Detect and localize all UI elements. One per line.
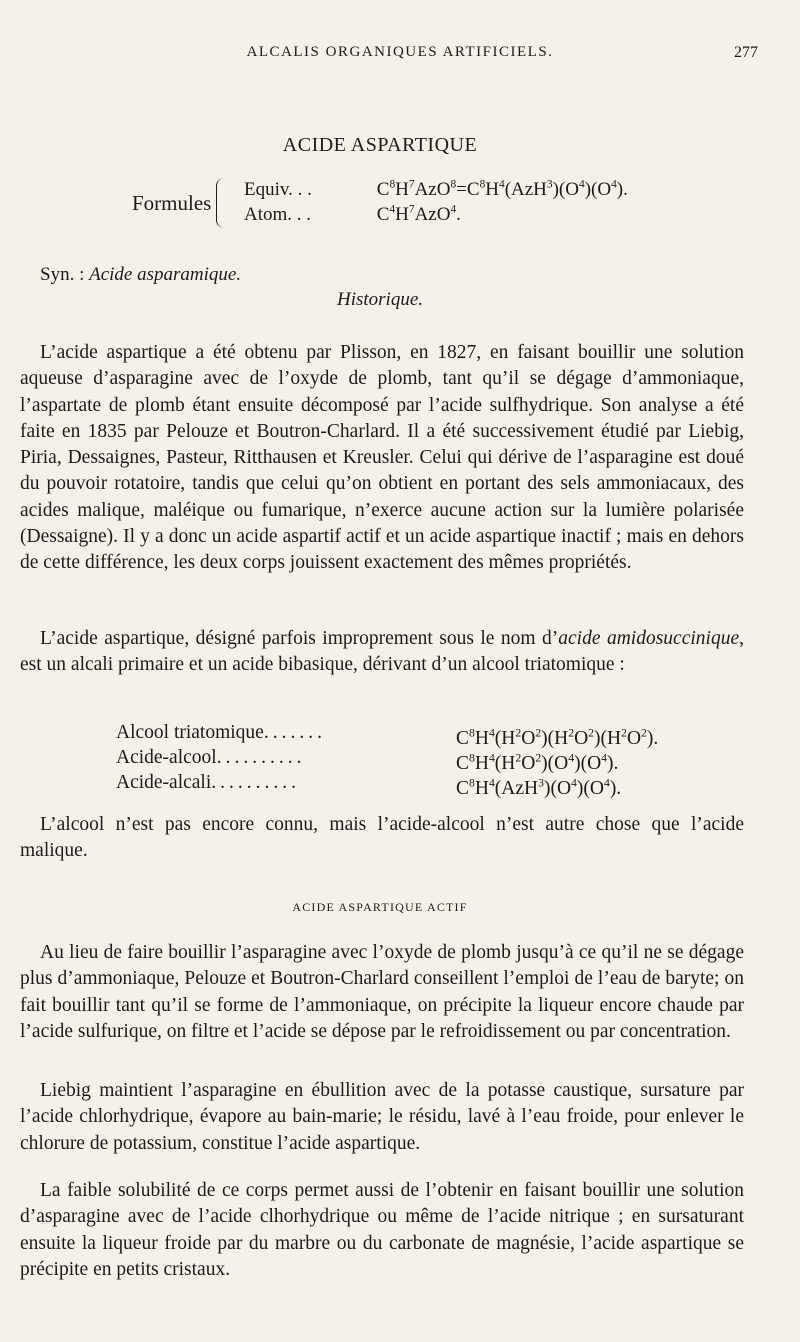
formula-row-equiv xyxy=(244,179,628,201)
leader-dots: ....... xyxy=(263,722,326,743)
paragraph-2-text-after: , est un alcali primaire et un acide bibasique, dérivant d’un alcool triatomique : xyxy=(20,628,744,676)
subheading-acide-aspartique-actif: ACIDE ASPARTIQUE ACTIF xyxy=(292,900,468,914)
page-number: 277 xyxy=(734,44,758,61)
formula-key: Atom. . . xyxy=(244,204,312,225)
paragraph-3: L’alcool n’est pas encore connu, mais l’acide-alcool n’est autre chose que l’acide malique. xyxy=(20,814,744,862)
brace-icon xyxy=(216,178,229,228)
formula-table-row xyxy=(116,747,756,772)
paragraph-1: L’acide aspartique a été obtenu par Plisson, en 1827, en faisant bouillir une solution aqueuse d’asparagine avec de l’oxyde de plomb, tant qu’il se dégage d’ammoniaque, l’aspartate de plomb étant ensuite décomposé par l’acide sulfhydrique. Son analyse a été faite en 1835 par Pelouze et Boutron-Charlard. Il a été successivement étudié par Liebig, Piria, Dessaignes, Pasteur, Ritthausen et Kreusler. Celui qui dérive de l’asparagine est doué du pouvoir rotatoire, tandis que celui qu’on obtient en portant des sels ammoniacaux, des acides malique, maléique ou fumarique, n’exerce aucune action sur la lumière polarisée (Dessaigne). Il y a donc un acide aspartif actif et un acide aspartique inactif ; mais en dehors de cette différence, les deux corps jouissent exactement des mêmes propriétés. xyxy=(20,342,744,574)
paragraph-4: Au lieu de faire bouillir l’asparagine avec l’oxyde de plomb jusqu’à ce qu’il ne se dégage plus d’ammoniaque, Pelouze et Boutron-Charlard conseillent l’emploi de l’eau de baryte; on fait bouillir tant qu’il se forme de l’ammoniaque, on précipite la liqueur encore chaude par l’acide sulfurique, on filtre et l’acide se dépose par le refroidissement ou par concentration. xyxy=(20,942,744,1042)
formula-table-row xyxy=(116,722,756,747)
section-heading-historique: Historique. xyxy=(336,289,424,310)
compound-name xyxy=(116,772,456,794)
compound-formula: $C^8H^4(H^2O^2)(H^2O^2)(H^2O^2)$. xyxy=(456,726,659,749)
synonym-name: Acide asparamique. xyxy=(89,264,242,285)
running-title: ALCALIS ORGANIQUES ARTIFICIELS. xyxy=(246,44,554,60)
formula-key: Equiv. . . xyxy=(244,179,312,200)
compound-name xyxy=(116,722,456,744)
compound-name xyxy=(116,747,456,769)
formula-value: $C^8H^7AzO^8=C^8H^4(AzH^3)(O^4)(O^4)$. xyxy=(376,178,628,200)
formulas-label: Formules xyxy=(132,191,212,215)
compound-label: Acide-alcali xyxy=(116,772,212,793)
synonym-line xyxy=(40,264,241,286)
leader-dots: .......... xyxy=(216,747,306,768)
synonym-prefix: Syn. : xyxy=(40,264,90,285)
paragraph-2-italic-term: acide amidosuccinique xyxy=(558,628,740,649)
compound-formula: $C^8H^4(AzH^3)(O^4)(O^4)$. xyxy=(456,776,622,799)
formula-table xyxy=(116,722,756,797)
paragraph-5: Liebig maintient l’asparagine en ébullition avec de la potasse caustique, sursature par l’acide chlorhydrique, évapore au bain-marie; le résidu, lavé à l’eau froide, pour enlever le chlorure de potassium, constitue l’acide aspartique. xyxy=(20,1080,744,1154)
compound-label: Alcool triatomique xyxy=(116,722,264,743)
paragraph-6: La faible solubilité de ce corps permet aussi de l’obtenir en faisant bouillir une solution d’asparagine avec de l’acide clhorhydrique ou même de l’acide nitrique ; en sursaturant ensuite la liqueur froide par du marbre ou du carbonate de magnésie, l’acide aspartique se précipite en petits cristaux. xyxy=(20,1180,744,1280)
formulas-block xyxy=(132,178,732,238)
paragraph-2-text-before: L’acide aspartique, désigné parfois improprement sous le nom d’ xyxy=(40,628,559,649)
formula-table-row xyxy=(116,772,756,797)
formula-row-atom xyxy=(244,204,461,226)
leader-dots: .......... xyxy=(211,772,301,793)
compound-formula: $C^8H^4(H^2O^2)(O^4)(O^4)$. xyxy=(456,751,619,774)
compound-label: Acide-alcool xyxy=(116,747,217,768)
chapter-title: ACIDE ASPARTIQUE xyxy=(282,134,478,156)
paragraph-2 xyxy=(20,626,744,679)
formula-value: $C^4H^7AzO^4$. xyxy=(376,203,461,225)
